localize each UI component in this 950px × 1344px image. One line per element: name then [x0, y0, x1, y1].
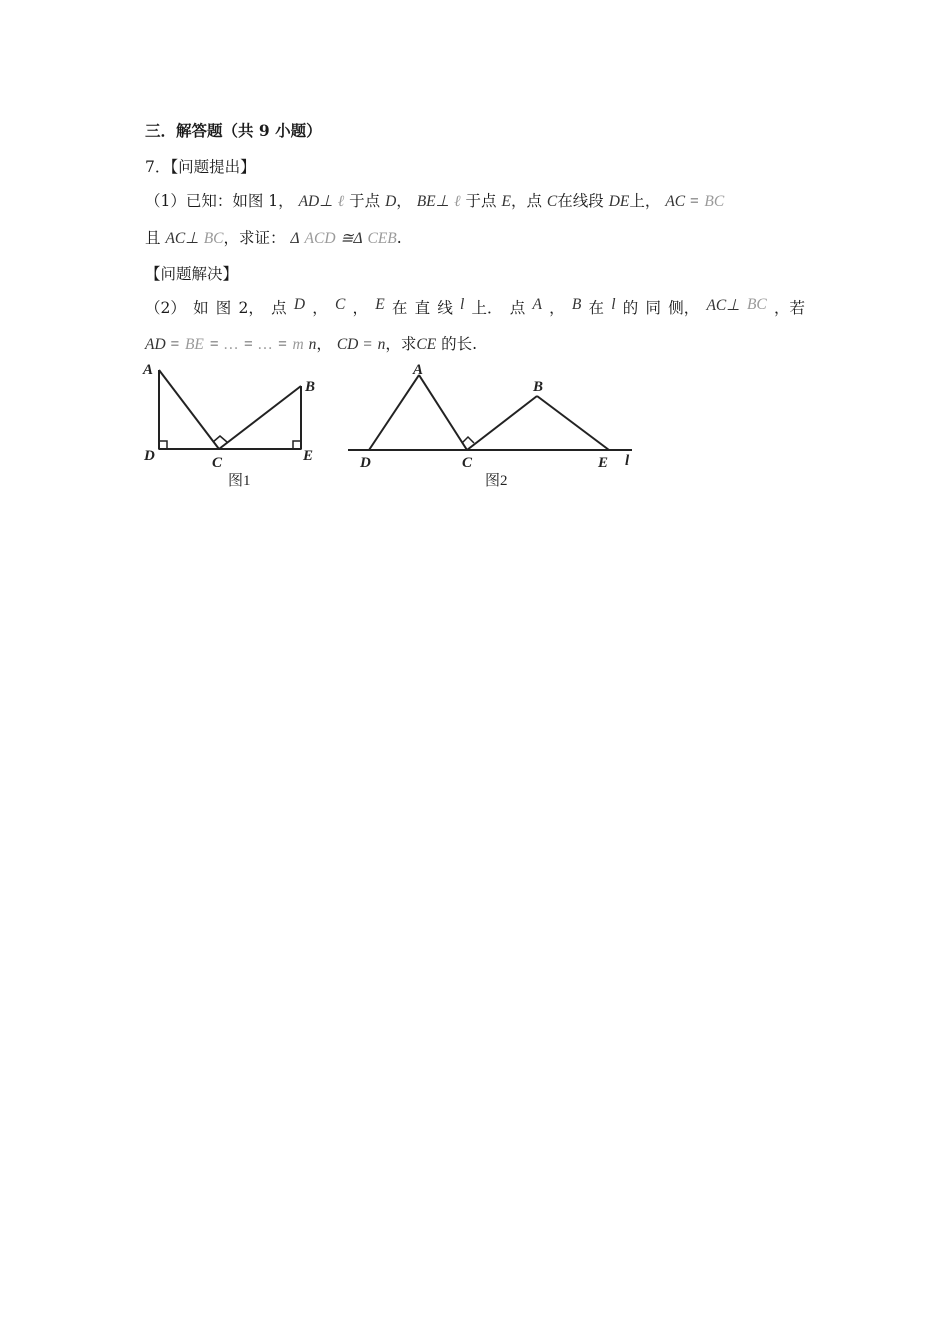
part1-line1: （1）已知：如图 1， AD⊥ ℓ 于点 D， BE⊥ ℓ 于点 E，点 C在线段 DE上， AC = BC — [145, 192, 725, 210]
section-title: 三．解答题（共 9 小题） — [145, 121, 322, 140]
part2-line2: AD = BE = … = … = m n， CD = n，求CE 的长. — [145, 335, 478, 353]
segment-cb — [219, 386, 301, 449]
label-b: B — [533, 379, 544, 395]
label-a: A — [143, 362, 154, 378]
right-angle-e — [293, 441, 301, 449]
label-d: D — [360, 455, 371, 471]
part1-line2: 且 AC⊥ BC，求证： Δ ACD ≅Δ CEB. — [145, 229, 402, 247]
segment-be — [537, 396, 609, 450]
label-d: D — [144, 448, 155, 464]
right-angle-c — [462, 437, 474, 443]
figure-1-caption: 图1 — [228, 473, 251, 489]
segment-cb — [467, 396, 537, 450]
segment-da — [369, 375, 419, 450]
right-angle-d — [159, 441, 167, 449]
label-c: C — [462, 455, 473, 471]
problem-heading: 7．【问题提出】 — [145, 158, 256, 176]
figure-2 — [345, 358, 645, 493]
segment-ac — [159, 370, 219, 449]
label-e: E — [303, 448, 314, 464]
figure-2-caption: 图2 — [485, 473, 508, 489]
label-b: B — [305, 379, 316, 395]
label-l: l — [625, 453, 630, 469]
label-a: A — [413, 362, 424, 378]
segment-ac — [419, 375, 467, 450]
right-angle-c — [213, 436, 227, 442]
label-e: E — [598, 455, 609, 471]
figure-1 — [140, 358, 330, 493]
solve-heading: 【问题解决】 — [145, 265, 239, 283]
part2-line1: （2） 如 图 2， 点 D ， C ， E 在 直 线 l 上． 点 A ， B 在 l 的 同 侧， AC⊥ BC ，若 — [145, 296, 805, 317]
label-c: C — [212, 455, 223, 471]
